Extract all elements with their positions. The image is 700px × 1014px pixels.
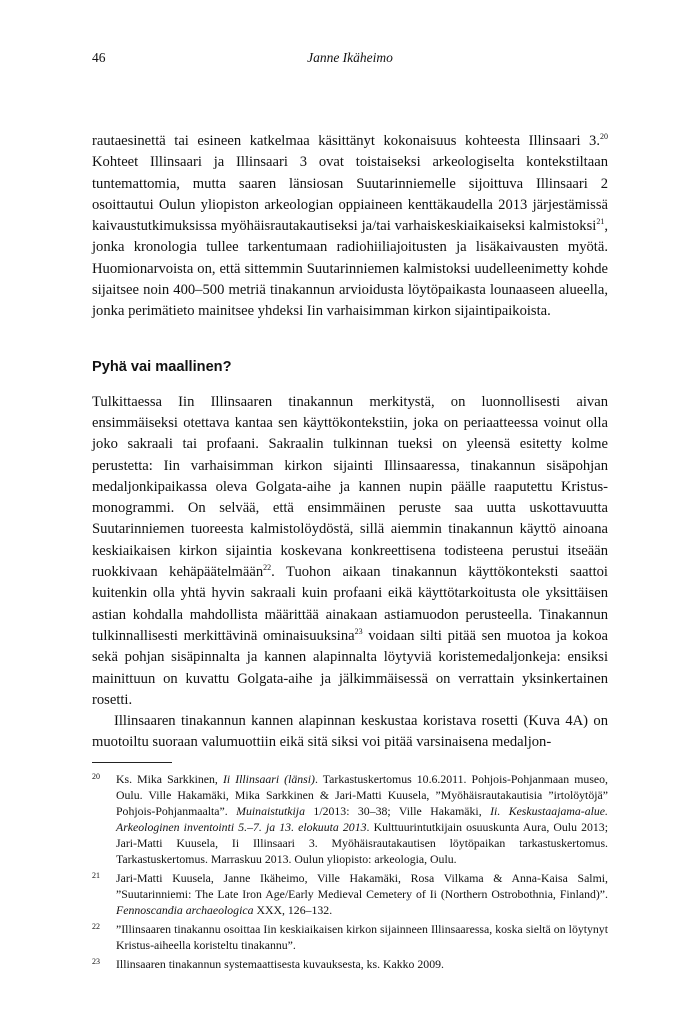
footnote-22: 22 ”Illinsaaren tinakannu osoittaa Iin keskiaikaisen kirkon sijainneen Illinsaaressa, koska sieltä on löytynyt Kristus-aiheella koristeltu tinakannu”. <box>92 921 608 952</box>
section-heading: Pyhä vai maallinen? <box>92 358 232 375</box>
book-page <box>92 50 608 975</box>
footnote-20: 20 Ks. Mika Sarkkinen, Ii Illinsaari (länsi). Tarkastuskertomus 10.6.2011. Pohjois-Pohjanmaan museo, Oulu. Ville Hakamäki, Mika Sarkkinen & Jari-Matti Kuusela, ”Myöhäisrautakautisia ”irtolöytöjä” Pohjois-Pohjanmaalta”. Muinaistutkija 1/2013: 30–38; Ville Hakamäki, Ii. Keskustaajama-alue. Arkeologinen inventointi 5.–7. ja 13. elokuuta 2013. Kulttuurintutkijain osuuskunta Aura, Oulu 2013; Jari-Matti Kuusela, Ii Illinsaari 3. Myöhäisrautakautisen löytöpaikan tarkastuskertomus. Tarkastuskertomus. Marraskuu 2013. Oulun yliopisto: arkeologia, Oulu. <box>92 771 608 866</box>
paragraph-1: rautaesinettä tai esineen katkelmaa käsittänyt kokonaisuus kohteesta Illinsaari 3.20 Kohteet Illinsaari ja Illinsaari 3 ovat toistaiseksi arkeologiselta kontekstiltaan tuntemattomia, mutta saaren länsiosan Suutarinniemelle sijoittuva Illinsaari 2 osoittautui Oulun yliopiston arkeologian oppiaineen kenttäkaudella 2013 järjestämissä kaivaustutkimuksissa myöhäisrautakautiseksi ja/tai varhaiskeskiaikaiseksi kalmistoksi$^{21}$, jonka kronologia tullee tarkentumaan radiohiiliajoitusten ja lisäkaivausten myötä. Huomionarvoista on, että sittemmin Suutarinniemen kalmistoksi uudelleenimetty kohde sijaitsee noin 400–500 metriä tinakannun arvioidusta löytöpaikasta lounaaseen alueella, jonka perimätieto mainitsee yhdeksi Iin varhaisimman kirkon sijaintipaikoista. <box>92 132 608 320</box>
footnote-ref-21[interactable]: 21 <box>596 217 605 227</box>
footnote-divider <box>92 762 172 763</box>
footnote-ref-23[interactable]: 23 <box>354 626 363 636</box>
footnote-21: 21 Jari-Matti Kuusela, Janne Ikäheimo, Ville Hakamäki, Rosa Vilkama & Anna-Kaisa Salmi, ”Suutarinniemi: The Late Iron Age/Early Medieval Cemetery of Ii (Northern Ostrobothnia, Finland)”. Fennoscandia archaeologica XXX, 126–132. <box>92 870 608 917</box>
paragraph-3: Illinsaaren tinakannun kannen alapinnan keskustaa koristava rosetti (Kuva 4A) on muotoiltu suoraan valumuottiin eikä sitä siksi voi pitää varsinaisena medaljon- <box>92 713 608 751</box>
footnotes <box>92 771 608 972</box>
footnote-23: 23 Illinsaaren tinakannun systemaattisesta kuvauksesta, ks. Kakko 2009. <box>92 956 444 971</box>
running-author: Janne Ikäheimo <box>307 50 393 65</box>
footnote-number: 21 <box>92 870 100 880</box>
footnote-number: 20 <box>92 771 100 781</box>
footnote-number: 22 <box>92 921 100 931</box>
page-number: 46 <box>92 50 106 65</box>
footnote-ref-20[interactable]: 20 <box>600 132 608 141</box>
running-header <box>92 50 608 72</box>
footnote-ref-22[interactable]: 22 <box>263 563 272 573</box>
footnote-number: 23 <box>92 956 100 966</box>
paragraph-2: Tulkittaessa Iin Illinsaaren tinakannun merkitystä, on luonnollisesti aivan ensimmäiseksi otettava kantaa sen käyttökontekstiin, joka on periaatteessa voinut olla joko sakraali tai profaani. Sakraalin tulkinnan tueksi on yleensä esitetty kolme perustetta: Iin varhaisimman kirkon sijainti Illinsaaressa, tinakannun sisäpohjan medaljonkipaikassa oleva Golgata-aihe ja kannen nupin päälle raaputettu Kristus-monogrammi. On selvää, että ensimmäinen peruste saa uutta uskottavuutta Suutarinniemen tuoreesta kalmistolöydöstä, sillä aiemmin tinakannun käyttö ainoana keskiaikaisen kirkon sijaintia koskevana konkreettisena todisteena perustui itseään ruokkivaan kehäpäätelmään$^{22}$. Tuohon aikaan tinakannun käyttökonteksti saattoi kuitenkin olla yhtä hyvin sakraali kuin profaani eikä käyttötarkoitusta ole yksittäisen astian kohdalla mahdollista määrittää ainakaan astiamuodon perusteella. Tinakannun tulkinnallisesti merkittävinä ominaisuuksina$^{23}$ voidaan silti pitää sen muotoa ja kokoa sekä pohjan sisäpinnalta ja kannen alapinnalta löytyviä koristemedaljonkeja: ensiksi mainittuun on kuvattu Golgata-aihe ja jälkimmäisessä on verrattain yksinkertainen rosetti. <box>92 393 608 708</box>
